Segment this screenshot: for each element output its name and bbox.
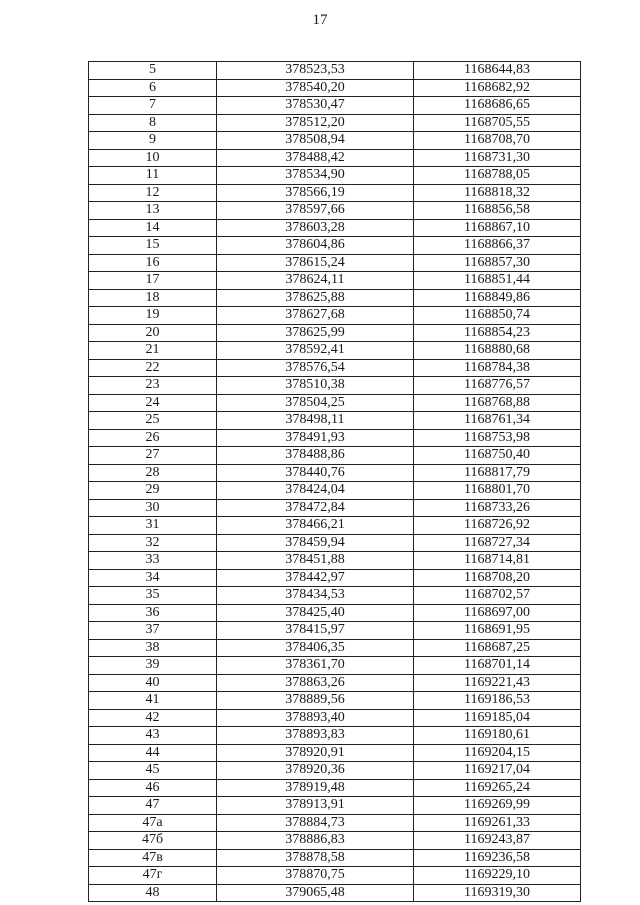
table-row [89, 867, 581, 885]
x-coordinate-cell: 378870,75 [217, 867, 414, 885]
x-coordinate-cell: 378406,35 [217, 639, 414, 657]
x-coordinate-cell: 378920,91 [217, 744, 414, 762]
x-coordinate-cell: 378534,90 [217, 167, 414, 185]
y-coordinate-cell: 1168701,14 [414, 657, 581, 675]
x-coordinate-cell: 378440,76 [217, 464, 414, 482]
point-number-cell: 39 [89, 657, 217, 675]
table-row [89, 202, 581, 220]
point-number-cell: 17 [89, 272, 217, 290]
point-number-cell: 6 [89, 79, 217, 97]
y-coordinate-cell: 1169269,99 [414, 797, 581, 815]
x-coordinate-cell: 378615,24 [217, 254, 414, 272]
y-coordinate-cell: 1168702,57 [414, 587, 581, 605]
y-coordinate-cell: 1169229,10 [414, 867, 581, 885]
y-coordinate-cell: 1168753,98 [414, 429, 581, 447]
x-coordinate-cell: 378576,54 [217, 359, 414, 377]
point-number-cell: 37 [89, 622, 217, 640]
point-number-cell: 7 [89, 97, 217, 115]
table-row [89, 149, 581, 167]
y-coordinate-cell: 1168857,30 [414, 254, 581, 272]
point-number-cell: 34 [89, 569, 217, 587]
y-coordinate-cell: 1168705,55 [414, 114, 581, 132]
x-coordinate-cell: 378540,20 [217, 79, 414, 97]
x-coordinate-cell: 378863,26 [217, 674, 414, 692]
point-number-cell: 42 [89, 709, 217, 727]
x-coordinate-cell: 378603,28 [217, 219, 414, 237]
x-coordinate-cell: 378592,41 [217, 342, 414, 360]
y-coordinate-cell: 1168708,20 [414, 569, 581, 587]
table-row [89, 167, 581, 185]
y-coordinate-cell: 1169217,04 [414, 762, 581, 780]
y-coordinate-cell: 1168691,95 [414, 622, 581, 640]
point-number-cell: 12 [89, 184, 217, 202]
y-coordinate-cell: 1169265,24 [414, 779, 581, 797]
point-number-cell: 47г [89, 867, 217, 885]
point-number-cell: 19 [89, 307, 217, 325]
point-number-cell: 21 [89, 342, 217, 360]
point-number-cell: 40 [89, 674, 217, 692]
x-coordinate-cell: 378625,88 [217, 289, 414, 307]
table-row [89, 114, 581, 132]
x-coordinate-cell: 378627,68 [217, 307, 414, 325]
x-coordinate-cell: 378878,58 [217, 849, 414, 867]
x-coordinate-cell: 378523,53 [217, 62, 414, 80]
x-coordinate-cell: 378415,97 [217, 622, 414, 640]
y-coordinate-cell: 1169180,61 [414, 727, 581, 745]
table-row [89, 727, 581, 745]
x-coordinate-cell: 378512,20 [217, 114, 414, 132]
x-coordinate-cell: 378886,83 [217, 832, 414, 850]
point-number-cell: 24 [89, 394, 217, 412]
y-coordinate-cell: 1168788,05 [414, 167, 581, 185]
y-coordinate-cell: 1168866,37 [414, 237, 581, 255]
table-row [89, 832, 581, 850]
table-row [89, 534, 581, 552]
y-coordinate-cell: 1168733,26 [414, 499, 581, 517]
point-number-cell: 35 [89, 587, 217, 605]
x-coordinate-cell: 378488,86 [217, 447, 414, 465]
table-row [89, 692, 581, 710]
y-coordinate-cell: 1168644,83 [414, 62, 581, 80]
y-coordinate-cell: 1168731,30 [414, 149, 581, 167]
table-row [89, 849, 581, 867]
x-coordinate-cell: 378498,11 [217, 412, 414, 430]
point-number-cell: 45 [89, 762, 217, 780]
y-coordinate-cell: 1168880,68 [414, 342, 581, 360]
table-row [89, 359, 581, 377]
y-coordinate-cell: 1168682,92 [414, 79, 581, 97]
x-coordinate-cell: 378566,19 [217, 184, 414, 202]
x-coordinate-cell: 378424,04 [217, 482, 414, 500]
point-number-cell: 28 [89, 464, 217, 482]
x-coordinate-cell: 378451,88 [217, 552, 414, 570]
table-row [89, 569, 581, 587]
table-row [89, 657, 581, 675]
table-row [89, 517, 581, 535]
table-row [89, 482, 581, 500]
point-number-cell: 9 [89, 132, 217, 150]
coordinates-table [88, 61, 581, 902]
y-coordinate-cell: 1168854,23 [414, 324, 581, 342]
x-coordinate-cell: 378624,11 [217, 272, 414, 290]
point-number-cell: 16 [89, 254, 217, 272]
x-coordinate-cell: 378884,73 [217, 814, 414, 832]
y-coordinate-cell: 1168856,58 [414, 202, 581, 220]
y-coordinate-cell: 1169185,04 [414, 709, 581, 727]
x-coordinate-cell: 378597,66 [217, 202, 414, 220]
point-number-cell: 5 [89, 62, 217, 80]
point-number-cell: 30 [89, 499, 217, 517]
table-row [89, 762, 581, 780]
point-number-cell: 13 [89, 202, 217, 220]
x-coordinate-cell: 378919,48 [217, 779, 414, 797]
x-coordinate-cell: 378530,47 [217, 97, 414, 115]
table-row [89, 237, 581, 255]
y-coordinate-cell: 1168768,88 [414, 394, 581, 412]
point-number-cell: 22 [89, 359, 217, 377]
table-row [89, 639, 581, 657]
table-row [89, 884, 581, 902]
y-coordinate-cell: 1168761,34 [414, 412, 581, 430]
x-coordinate-cell: 378466,21 [217, 517, 414, 535]
y-coordinate-cell: 1168801,70 [414, 482, 581, 500]
point-number-cell: 47в [89, 849, 217, 867]
point-number-cell: 23 [89, 377, 217, 395]
x-coordinate-cell: 378504,25 [217, 394, 414, 412]
table-row [89, 622, 581, 640]
y-coordinate-cell: 1168726,92 [414, 517, 581, 535]
y-coordinate-cell: 1168687,25 [414, 639, 581, 657]
x-coordinate-cell: 378472,84 [217, 499, 414, 517]
y-coordinate-cell: 1169319,30 [414, 884, 581, 902]
y-coordinate-cell: 1169221,43 [414, 674, 581, 692]
x-coordinate-cell: 379065,48 [217, 884, 414, 902]
table-row [89, 412, 581, 430]
point-number-cell: 10 [89, 149, 217, 167]
x-coordinate-cell: 378434,53 [217, 587, 414, 605]
table-row [89, 552, 581, 570]
point-number-cell: 26 [89, 429, 217, 447]
x-coordinate-cell: 378893,83 [217, 727, 414, 745]
y-coordinate-cell: 1168686,65 [414, 97, 581, 115]
point-number-cell: 46 [89, 779, 217, 797]
point-number-cell: 41 [89, 692, 217, 710]
x-coordinate-cell: 378361,70 [217, 657, 414, 675]
x-coordinate-cell: 378425,40 [217, 604, 414, 622]
page-number: 17 [312, 12, 328, 28]
point-number-cell: 47б [89, 832, 217, 850]
table-row [89, 289, 581, 307]
y-coordinate-cell: 1169261,33 [414, 814, 581, 832]
point-number-cell: 33 [89, 552, 217, 570]
y-coordinate-cell: 1168849,86 [414, 289, 581, 307]
table-row [89, 464, 581, 482]
point-number-cell: 29 [89, 482, 217, 500]
table-row [89, 499, 581, 517]
table-row [89, 674, 581, 692]
table-row [89, 79, 581, 97]
y-coordinate-cell: 1168714,81 [414, 552, 581, 570]
x-coordinate-cell: 378508,94 [217, 132, 414, 150]
table-row [89, 779, 581, 797]
table-row [89, 184, 581, 202]
x-coordinate-cell: 378604,86 [217, 237, 414, 255]
table-row [89, 132, 581, 150]
table-row [89, 219, 581, 237]
table-row [89, 604, 581, 622]
x-coordinate-cell: 378920,36 [217, 762, 414, 780]
table-row [89, 377, 581, 395]
point-number-cell: 48 [89, 884, 217, 902]
table-row [89, 744, 581, 762]
table-row [89, 587, 581, 605]
table-row [89, 62, 581, 80]
point-number-cell: 8 [89, 114, 217, 132]
y-coordinate-cell: 1169186,53 [414, 692, 581, 710]
x-coordinate-cell: 378913,91 [217, 797, 414, 815]
x-coordinate-cell: 378442,97 [217, 569, 414, 587]
y-coordinate-cell: 1168750,40 [414, 447, 581, 465]
x-coordinate-cell: 378893,40 [217, 709, 414, 727]
x-coordinate-cell: 378488,42 [217, 149, 414, 167]
point-number-cell: 31 [89, 517, 217, 535]
point-number-cell: 44 [89, 744, 217, 762]
point-number-cell: 25 [89, 412, 217, 430]
x-coordinate-cell: 378889,56 [217, 692, 414, 710]
table-row [89, 797, 581, 815]
y-coordinate-cell: 1168727,34 [414, 534, 581, 552]
y-coordinate-cell: 1168817,79 [414, 464, 581, 482]
y-coordinate-cell: 1169204,15 [414, 744, 581, 762]
y-coordinate-cell: 1168697,00 [414, 604, 581, 622]
point-number-cell: 11 [89, 167, 217, 185]
y-coordinate-cell: 1168708,70 [414, 132, 581, 150]
table-row [89, 447, 581, 465]
table-row [89, 97, 581, 115]
point-number-cell: 36 [89, 604, 217, 622]
point-number-cell: 20 [89, 324, 217, 342]
y-coordinate-cell: 1168851,44 [414, 272, 581, 290]
point-number-cell: 14 [89, 219, 217, 237]
y-coordinate-cell: 1169236,58 [414, 849, 581, 867]
y-coordinate-cell: 1168867,10 [414, 219, 581, 237]
point-number-cell: 27 [89, 447, 217, 465]
table-row [89, 394, 581, 412]
table-row [89, 429, 581, 447]
point-number-cell: 47 [89, 797, 217, 815]
table-row [89, 342, 581, 360]
y-coordinate-cell: 1168850,74 [414, 307, 581, 325]
coordinates-table-body [89, 62, 581, 902]
point-number-cell: 32 [89, 534, 217, 552]
x-coordinate-cell: 378459,94 [217, 534, 414, 552]
table-row [89, 307, 581, 325]
y-coordinate-cell: 1168818,32 [414, 184, 581, 202]
y-coordinate-cell: 1169243,87 [414, 832, 581, 850]
point-number-cell: 15 [89, 237, 217, 255]
table-row [89, 324, 581, 342]
table-row [89, 709, 581, 727]
y-coordinate-cell: 1168784,38 [414, 359, 581, 377]
point-number-cell: 38 [89, 639, 217, 657]
y-coordinate-cell: 1168776,57 [414, 377, 581, 395]
x-coordinate-cell: 378625,99 [217, 324, 414, 342]
point-number-cell: 18 [89, 289, 217, 307]
x-coordinate-cell: 378510,38 [217, 377, 414, 395]
point-number-cell: 47а [89, 814, 217, 832]
table-row [89, 254, 581, 272]
table-row [89, 814, 581, 832]
x-coordinate-cell: 378491,93 [217, 429, 414, 447]
table-row [89, 272, 581, 290]
point-number-cell: 43 [89, 727, 217, 745]
